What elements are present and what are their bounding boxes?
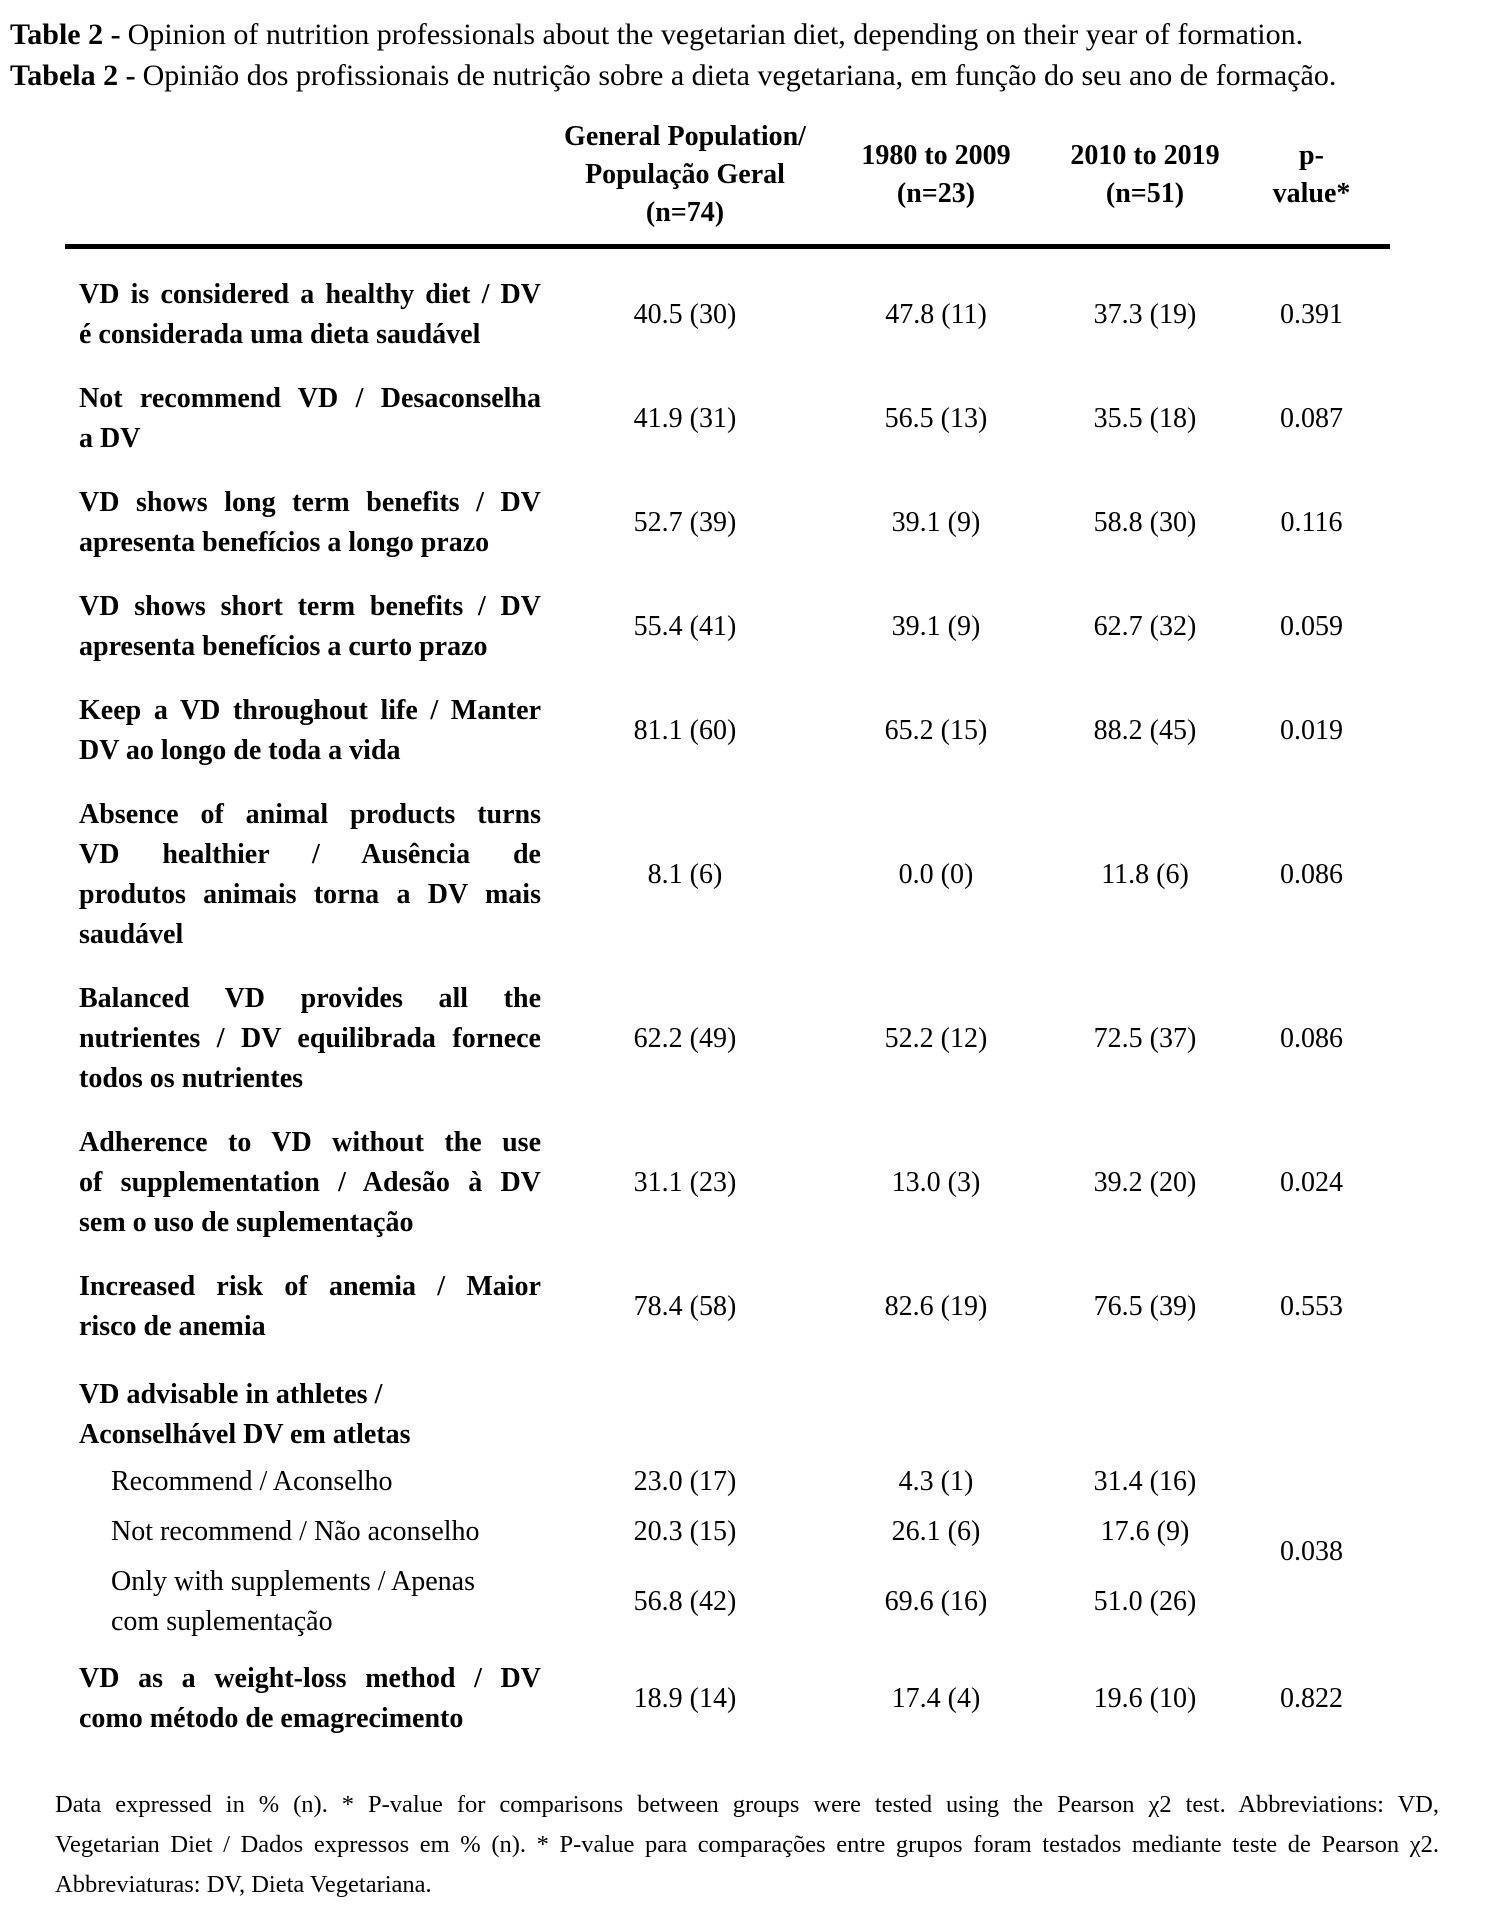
table-row — [65, 1255, 1390, 1359]
cell-value: 19.6 (10) — [1093, 1683, 1197, 1714]
caption-label-en: Table 2 - — [10, 18, 121, 51]
col-header-p-value — [1233, 116, 1390, 247]
cell-value: 20.3 (15) — [633, 1516, 737, 1547]
cell-value: 37.3 (19) — [1093, 299, 1197, 330]
row-label — [65, 783, 555, 967]
row-label — [65, 1457, 555, 1507]
row-label-line: a DV — [79, 423, 141, 454]
cell-value: 0.0 (0) — [898, 859, 974, 890]
cell-value: 31.4 (16) — [1093, 1466, 1197, 1497]
cell-p-value: 0.116 — [1280, 507, 1343, 538]
cell-p-value: 0.038 — [1280, 1536, 1343, 1567]
row-label — [65, 1255, 555, 1359]
cell-p-value: 0.059 — [1280, 611, 1343, 642]
cell-p-value: 0.086 — [1280, 859, 1343, 890]
opinion-table — [65, 116, 1390, 1751]
cell-value: 41.9 (31) — [633, 403, 737, 434]
table-row — [65, 575, 1390, 679]
cell-value: 13.0 (3) — [891, 1167, 981, 1198]
cell-value: 76.5 (39) — [1093, 1291, 1197, 1322]
row-label — [65, 1111, 555, 1255]
row-label-line: Adherence to VD without the use — [79, 1127, 541, 1158]
cell-value: 40.5 (30) — [633, 299, 737, 330]
cell-value: 4.3 (1) — [898, 1466, 974, 1497]
table-subrow — [65, 1507, 1390, 1557]
row-label-line: VD shows long term benefits / DV — [79, 487, 541, 518]
cell-value: 62.2 (49) — [633, 1023, 737, 1054]
header-row — [65, 116, 1390, 247]
row-label-line: apresenta benefícios a curto prazo — [79, 631, 488, 662]
row-label — [65, 1359, 1390, 1457]
col-header-line: 2010 to 2019 — [1070, 140, 1220, 171]
table-footnote — [55, 1785, 1439, 1905]
table-row — [65, 367, 1390, 471]
cell-value: 88.2 (45) — [1093, 715, 1197, 746]
row-label — [65, 679, 555, 783]
cell-p-value: 0.391 — [1280, 299, 1343, 330]
table-row — [65, 247, 1390, 368]
cell-value: 72.5 (37) — [1093, 1023, 1197, 1054]
row-label-line: com suplementação — [111, 1606, 333, 1637]
row-label-line: risco de anemia — [79, 1311, 266, 1342]
cell-value: 52.2 (12) — [884, 1023, 988, 1054]
caption-text-pt: Opinião dos profissionais de nutrição sobre a dieta vegetariana, em função do seu ano de formação. — [142, 59, 1337, 92]
cell-value: 23.0 (17) — [633, 1466, 737, 1497]
table-caption — [10, 14, 1481, 96]
cell-value: 62.7 (32) — [1093, 611, 1197, 642]
table-row — [65, 1647, 1390, 1751]
cell-value: 51.0 (26) — [1093, 1586, 1197, 1617]
col-header-line: p- — [1299, 140, 1324, 171]
row-label — [65, 367, 555, 471]
cell-value: 55.4 (41) — [633, 611, 737, 642]
table-subrow — [65, 1557, 1390, 1647]
row-label-line: Absence of animal products turns — [79, 799, 541, 830]
cell-value: 65.2 (15) — [884, 715, 988, 746]
col-header-general-population — [555, 116, 815, 247]
cell-value: 18.9 (14) — [633, 1683, 737, 1714]
cell-p-value: 0.086 — [1280, 1023, 1343, 1054]
row-label-line: Not recommend / Não aconselho — [111, 1516, 480, 1547]
cell-value: 39.2 (20) — [1093, 1167, 1197, 1198]
row-label — [65, 967, 555, 1111]
col-header-line: General Population/ — [564, 121, 806, 152]
cell-value: 11.8 (6) — [1101, 859, 1189, 890]
table-group-header-row — [65, 1359, 1390, 1457]
row-label-line: nutrientes / DV equilibrada fornece — [79, 1023, 541, 1054]
row-label-line: sem o uso de suplementação — [79, 1207, 414, 1238]
cell-p-value: 0.087 — [1280, 403, 1343, 434]
cell-value: 39.1 (9) — [891, 611, 981, 642]
row-label — [65, 471, 555, 575]
row-label-line: Not recommend VD / Desaconselha — [79, 383, 541, 414]
footnote-line: Abbreviaturas: DV, Dieta Vegetariana. — [55, 1871, 432, 1898]
caption-text-en: Opinion of nutrition professionals about the vegetarian diet, depending on their year of formation. — [127, 18, 1304, 51]
table-header — [65, 116, 1390, 247]
row-label-line: é considerada uma dieta saudável — [79, 319, 481, 350]
cell-p-value: 0.019 — [1280, 715, 1343, 746]
col-header-line: 1980 to 2009 — [861, 140, 1011, 171]
row-label-line: como método de emagrecimento — [79, 1703, 464, 1734]
row-label — [65, 1647, 555, 1751]
cell-value: 47.8 (11) — [885, 299, 987, 330]
row-label — [65, 247, 555, 368]
row-label-line: Only with supplements / Apenas — [111, 1566, 475, 1597]
caption-line-en — [10, 14, 1481, 55]
row-label-line: of supplementation / Adesão à DV — [79, 1167, 541, 1198]
row-label-line: Aconselhável DV em atletas — [79, 1419, 411, 1450]
table-row — [65, 783, 1390, 967]
col-header-1980-2009 — [815, 116, 1057, 247]
col-header-line: value* — [1272, 178, 1351, 209]
row-label-line: Balanced VD provides all the — [79, 983, 541, 1014]
cell-value: 78.4 (58) — [633, 1291, 737, 1322]
row-label-line: VD as a weight-loss method / DV — [79, 1663, 541, 1694]
col-header-2010-2019 — [1057, 116, 1233, 247]
cell-value: 52.7 (39) — [633, 507, 737, 538]
row-label-line: VD is considered a healthy diet / DV — [79, 279, 541, 310]
cell-value: 17.4 (4) — [891, 1683, 981, 1714]
row-label — [65, 1557, 555, 1647]
cell-value: 8.1 (6) — [647, 859, 723, 890]
cell-value: 58.8 (30) — [1093, 507, 1197, 538]
row-label-line: Increased risk of anemia / Maior — [79, 1271, 541, 1302]
col-header-line: (n=23) — [896, 178, 976, 209]
row-label-line: VD healthier / Ausência de — [79, 839, 541, 870]
cell-p-value: 0.553 — [1280, 1291, 1343, 1322]
row-label-line: VD advisable in athletes / — [79, 1379, 383, 1410]
row-label-line: apresenta benefícios a longo prazo — [79, 527, 490, 558]
footnote-line: Data expressed in % (n). * P-value for comparisons between groups were tested using the Pearson χ2 test. Abbreviations: VD, — [55, 1791, 1439, 1818]
col-header-line: (n=74) — [645, 197, 725, 228]
cell-p-value: 0.024 — [1280, 1167, 1343, 1198]
caption-label-pt: Tabela 2 - — [10, 59, 136, 92]
row-label-line: saudável — [79, 919, 184, 950]
row-label-line: Recommend / Aconselho — [111, 1466, 393, 1497]
footnote-line: Vegetarian Diet / Dados expressos em % (n). * P-value para comparações entre grupos foram testados mediante teste de Pearson χ2. — [55, 1831, 1439, 1858]
col-header-line: População Geral — [585, 159, 785, 190]
cell-value: 39.1 (9) — [891, 507, 981, 538]
cell-value: 31.1 (23) — [633, 1167, 737, 1198]
row-label — [65, 1507, 555, 1557]
cell-value: 56.8 (42) — [633, 1586, 737, 1617]
table-row — [65, 679, 1390, 783]
cell-value: 35.5 (18) — [1093, 403, 1197, 434]
table-row — [65, 1111, 1390, 1255]
caption-line-pt — [10, 55, 1481, 96]
cell-p-value: 0.822 — [1280, 1683, 1343, 1714]
cell-value: 82.6 (19) — [884, 1291, 988, 1322]
row-label — [65, 575, 555, 679]
table-body — [65, 247, 1390, 1752]
row-label-line: DV ao longo de toda a vida — [79, 735, 401, 766]
cell-value: 17.6 (9) — [1100, 1516, 1190, 1547]
row-label-line: produtos animais torna a DV mais — [79, 879, 541, 910]
row-label-line: VD shows short term benefits / DV — [79, 591, 541, 622]
row-label-line: Keep a VD throughout life / Manter — [79, 695, 541, 726]
table-row — [65, 471, 1390, 575]
row-label-column-header — [65, 116, 555, 247]
cell-value: 81.1 (60) — [633, 715, 737, 746]
cell-value: 69.6 (16) — [884, 1586, 988, 1617]
cell-value: 26.1 (6) — [891, 1516, 981, 1547]
col-header-line: (n=51) — [1105, 178, 1185, 209]
cell-value: 56.5 (13) — [884, 403, 988, 434]
table-row — [65, 967, 1390, 1111]
row-label-line: todos os nutrientes — [79, 1063, 304, 1094]
table-subrow — [65, 1457, 1390, 1507]
